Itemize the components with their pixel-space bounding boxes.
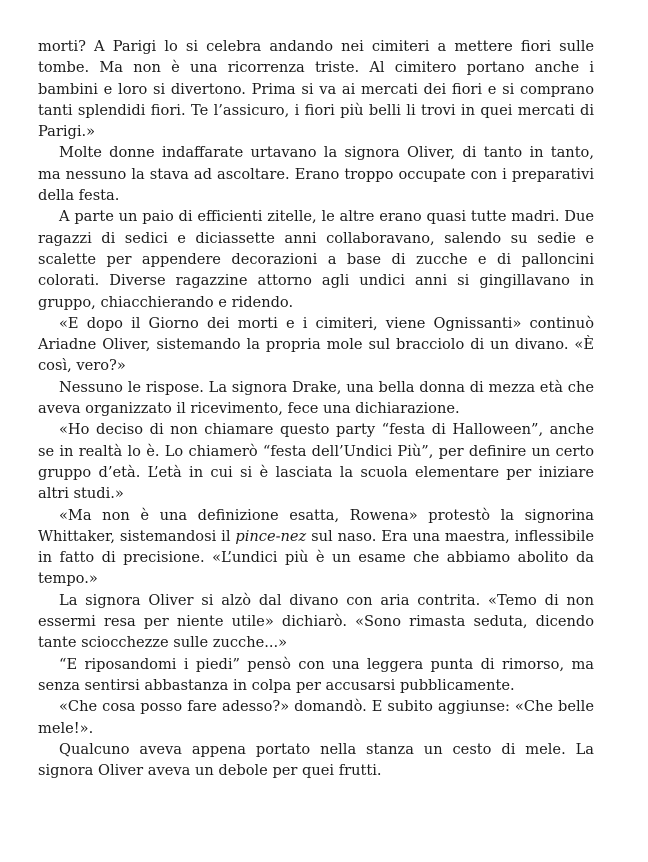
paragraph-6: «Ho deciso di non chiamare questo party “festa di Halloween”, anche se in realtà lo è. Lo chiamerò “festa dell’Undici Più”, per definire un certo gruppo d’età. L’età in cui si è lasciata la scuola elementare per iniziare altri studi.» xyxy=(38,421,594,503)
paragraph-4: «E dopo il Giorno dei morti e i cimiteri, viene Ognissanti» continuò Ariadne Oliver, sistemando la propria mole sul bracciolo di un divano. «È così, vero?» xyxy=(38,314,594,375)
paragraph-7 xyxy=(38,505,594,590)
paragraph-1: morti? A Parigi lo si celebra andando nei cimiteri a mettere fiori sulle tombe. Ma non è una ricorrenza triste. Al cimitero portano anche i bambini e loro si divertono. Prima si va ai mercati dei fiori e si comprano tanti splendidi fiori. Te l’assicuro, i fiori più belli li trovi in quei mercati di Parigi.» xyxy=(38,38,594,141)
paragraph-5: Nessuno le rispose. La signora Drake, una bella donna di mezza età che aveva organizzato il ricevimento, fece una dichiarazione. xyxy=(38,378,594,418)
paragraph-2: Molte donne indaffarate urtavano la signora Oliver, di tanto in tanto, ma nessuno la stava ad ascoltare. Erano troppo occupate con i preparativi della festa. xyxy=(38,144,594,205)
paragraph-9: “E riposandomi i piedi” pensò con una leggera punta di rimorso, ma senza sentirsi abbastanza in colpa per accusarsi pubblicamente. xyxy=(38,655,594,694)
paragraph-8: La signora Oliver si alzò dal divano con aria contrita. «Temo di non essermi resa per niente utile» dichiarò. «Sono rimasta seduta, dicendo tante sciocchezze sulle zucche...» xyxy=(38,591,594,652)
paragraph-10: «Che cosa posso fare adesso?» domandò. E subito aggiunse: «Che belle mele!». xyxy=(38,698,594,737)
paragraph-7-start: «Ma non è una definizione esatta, Rowena» protestò la signorina Whittaker, sistemandosi il xyxy=(38,506,594,545)
paragraph-7-italic-term: pince-nez xyxy=(235,527,307,545)
book-page xyxy=(38,36,594,781)
paragraph-11: Qualcuno aveva appena portato nella stanza un cesto di mele. La signora Oliver aveva un debole per quei frutti. xyxy=(38,740,594,780)
paragraph-3: A parte un paio di efficienti zitelle, le altre erano quasi tutte madri. Due ragazzi di sedici e diciassette anni collaboravano, salendo su sedie e scalette per appendere decorazioni a base di zucche e di palloncini colorati. Diverse ragazzine attorno agli undici anni si gingillavano in gruppo, chiacchierando e ridendo. xyxy=(38,208,594,311)
paragraph-7-end: sul naso. Era una maestra, inflessibile in fatto di precisione. «L’undici più è un esame che abbiamo abolito da tempo.» xyxy=(38,527,594,588)
